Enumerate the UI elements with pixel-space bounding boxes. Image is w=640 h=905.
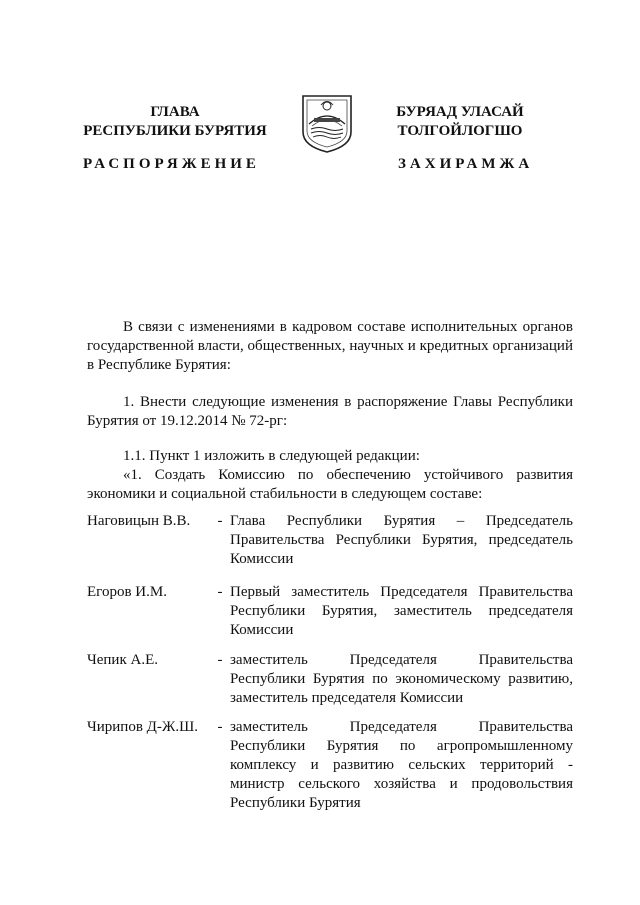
member-role: заместитель Председателя Правительства Республики Бурятия по агропромышленному комплексу и развитию сельских территорий - министр сельского хозяйства и продовольствия Республики Бурятия xyxy=(230,719,573,811)
quote-paragraph: «1. Создать Комиссию по обеспечению устойчивого развития экономики и социальной стабильности в следующем составе: xyxy=(87,467,573,502)
issuer-region-bur: БУРЯАД УЛАСАЙ xyxy=(396,104,524,120)
member-role: Глава Республики Бурятия – Председатель Правительства Республики Бурятия, председатель Комиссии xyxy=(230,513,573,567)
member-name: Чепик А.Е. xyxy=(87,652,158,668)
issuer-header-ru xyxy=(80,103,270,141)
issuer-header-bur xyxy=(372,103,548,141)
member-dash: - xyxy=(217,652,223,668)
member-dash: - xyxy=(217,719,223,735)
document-type-bur: ЗАХИРАМЖА xyxy=(398,156,534,172)
member-name: Чирипов Д-Ж.Ш. xyxy=(87,719,198,735)
intro-paragraph: В связи с изменениями в кадровом составе исполнительных органов государственной власти, общественных, научных и кредитных организаций в Республике Бурятия: xyxy=(87,319,573,373)
item-1-paragraph: 1. Внести следующие изменения в распоряжение Главы Республики Бурятия от 19.12.2014 № 72-рг: xyxy=(87,394,573,429)
member-name: Егоров И.М. xyxy=(87,584,167,600)
member-dash: - xyxy=(217,584,223,600)
member-dash: - xyxy=(217,513,223,529)
document-type-ru: РАСПОРЯЖЕНИЕ xyxy=(83,156,260,172)
issuer-region-ru: РЕСПУБЛИКИ БУРЯТИЯ xyxy=(83,123,267,139)
item-1-1-paragraph: 1.1. Пункт 1 изложить в следующей редакции: xyxy=(123,448,420,464)
issuer-title-bur: ТОЛГОЙЛОГШО xyxy=(397,123,523,139)
member-role: Первый заместитель Председателя Правительства Республики Бурятия, заместитель председателя Комиссии xyxy=(230,584,573,638)
issuer-title-ru: ГЛАВА xyxy=(150,104,200,120)
member-name: Наговицын В.В. xyxy=(87,513,191,529)
member-role: заместитель Председателя Правительства Республики Бурятия по экономическому развитию, заместитель председателя Комиссии xyxy=(230,652,573,706)
coat-of-arms-emblem xyxy=(301,92,353,154)
